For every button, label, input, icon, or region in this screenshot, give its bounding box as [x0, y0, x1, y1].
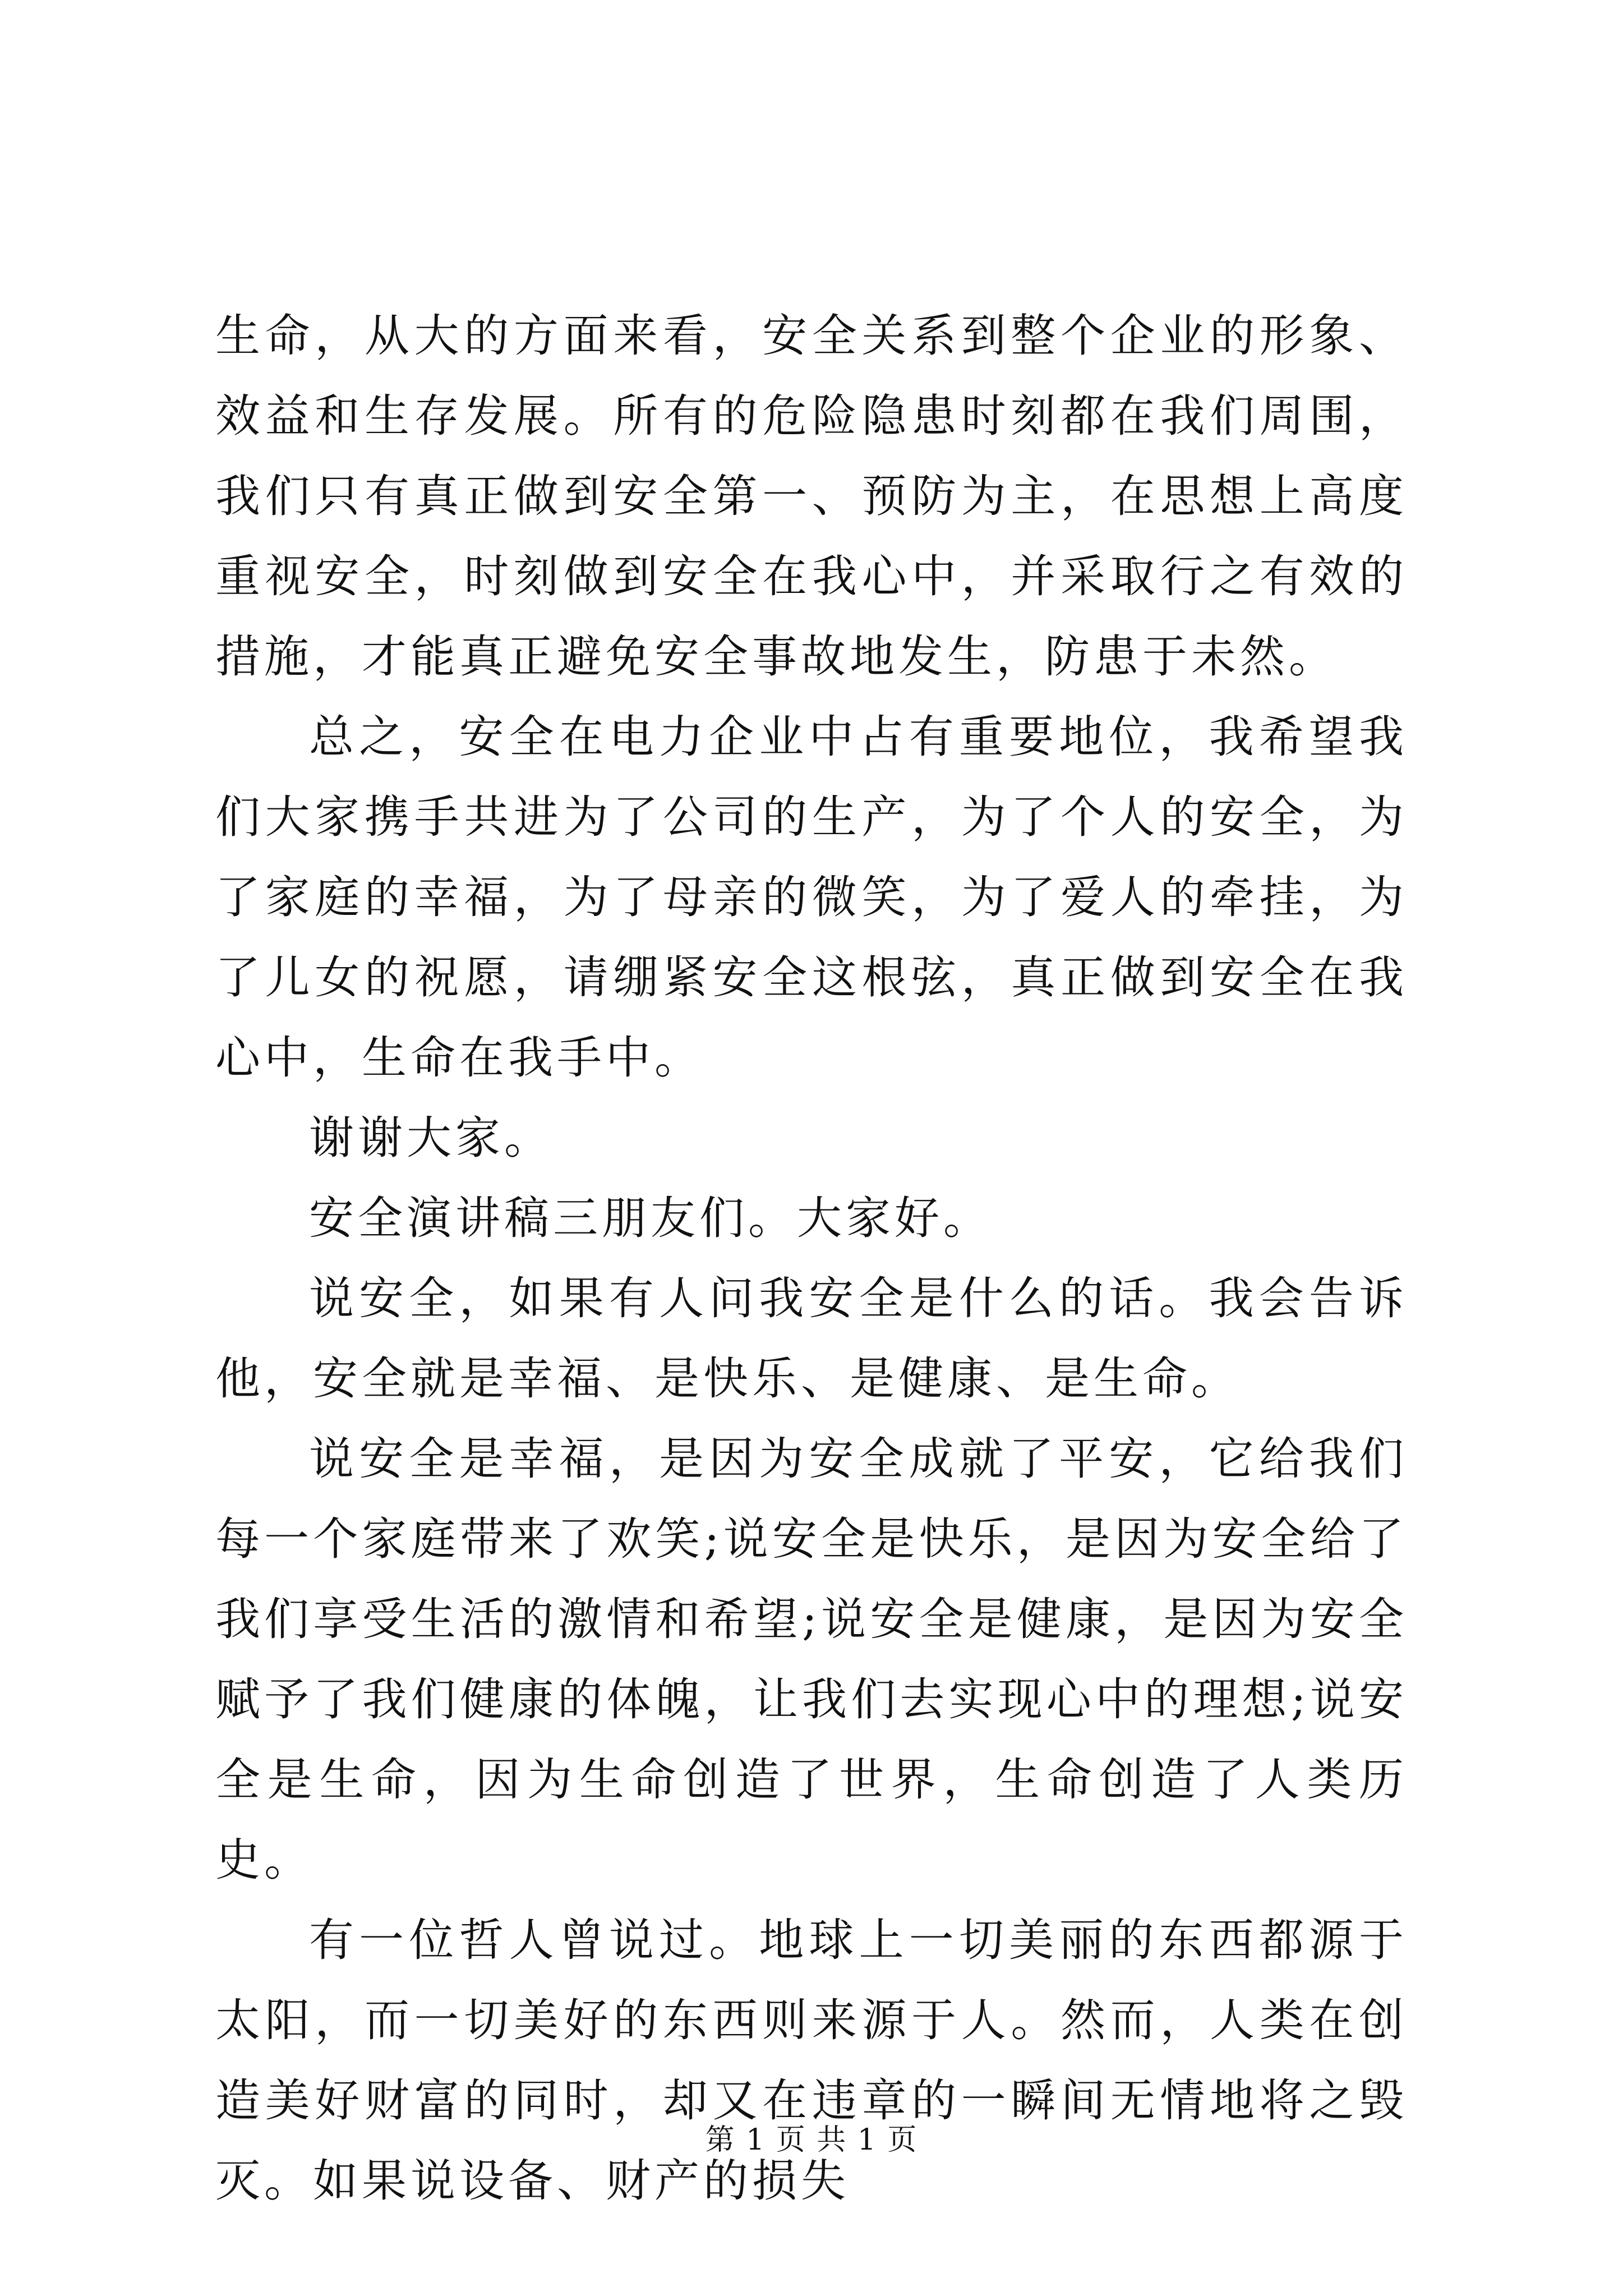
paragraph-7: 有一位哲人曾说过。地球上一切美丽的东西都源于太阳，而一切美好的东西则来源于人。然而，人类在创造美好财富的同时，却又在违章的一瞬间无情地将之毁灭。如果说设备、财产的损失 [215, 1914, 1408, 2207]
paragraph-1: 生命，从大的方面来看，安全关系到整个企业的形象、效益和生存发展。所有的危险隐患时刻都在我们周围，我们只有真正做到安全第一、预防为主，在思想上高度重视安全，时刻做到安全在我心中，并采取行之有效的措施，才能真正避免安全事故地发生，防患于未然。 [215, 310, 1408, 683]
document-body [215, 296, 1408, 2221]
paragraph-6: 说安全是幸福，是因为安全成就了平安，它给我们每一个家庭带来了欢笑;说安全是快乐，是因为安全给了我们享受生活的激情和希望;说安全是健康，是因为安全赋予了我们健康的体魄，让我们去实现心中的理想;说安全是生命，因为生命创造了世界，生命创造了人类历史。 [215, 1433, 1408, 1886]
paragraph-5: 说安全，如果有人问我安全是什么的话。我会告诉他，安全就是幸福、是快乐、是健康、是生命。 [215, 1272, 1408, 1405]
paragraph-2: 总之，安全在电力企业中占有重要地位，我希望我们大家携手共进为了公司的生产，为了个人的安全，为了家庭的幸福，为了母亲的微笑，为了爱人的牵挂，为了儿女的祝愿，请绷紧安全这根弦，真正做到安全在我心中，生命在我手中。 [215, 711, 1408, 1084]
paragraph-4: 安全演讲稿三朋友们。大家好。 [309, 1192, 992, 1244]
page-footer: 第 1 页 共 1 页 [705, 2123, 918, 2157]
paragraph-3: 谢谢大家。 [309, 1112, 553, 1164]
